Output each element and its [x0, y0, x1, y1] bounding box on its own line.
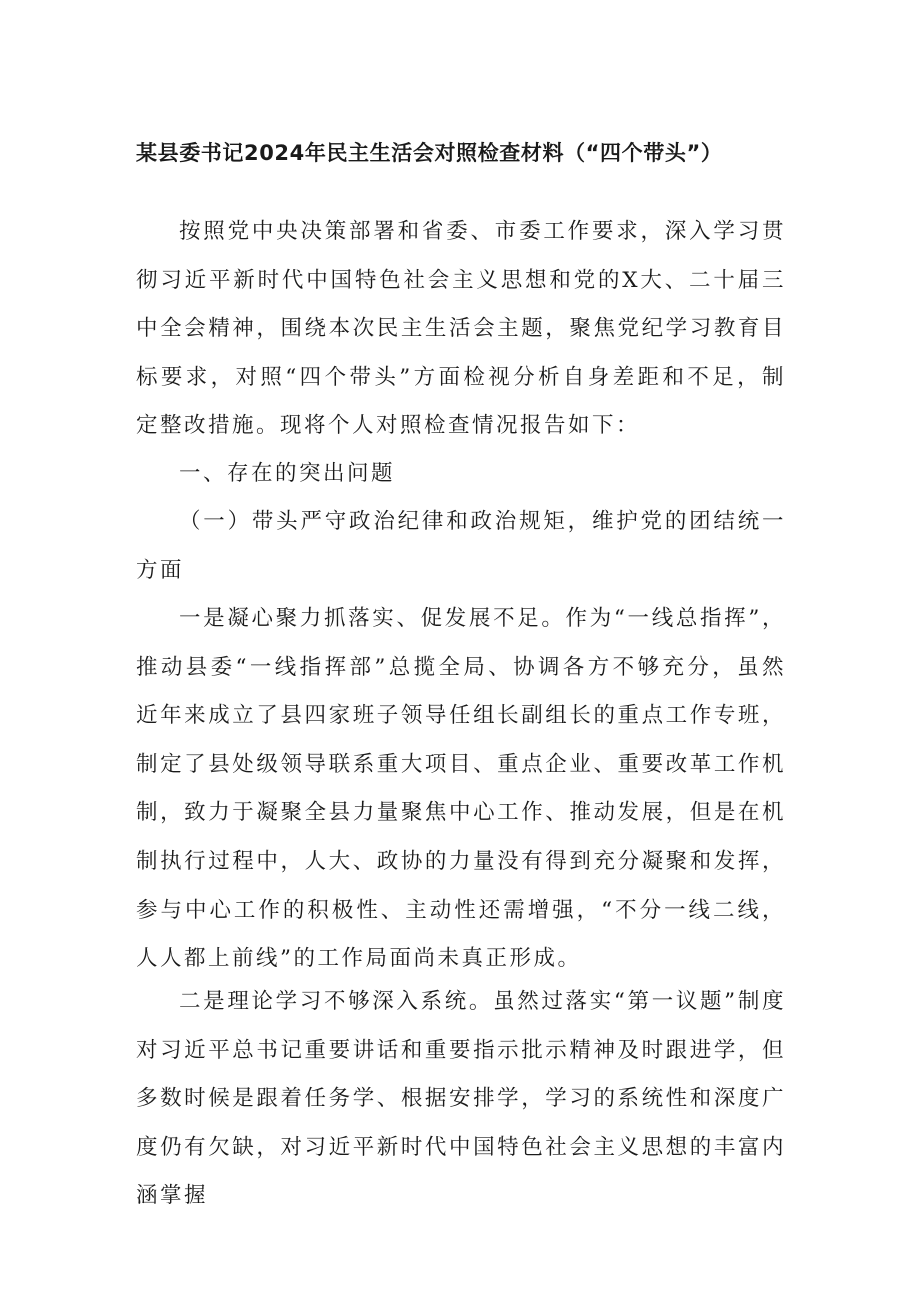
point-paragraph-2: 二是理论学习不够深入系统。虽然过落实“第一议题”制度对习近平总书记重要讲话和重要指示批示精神及时跟进学，但多数时候是跟着任务学、根据安排学，学习的系统性和深度广度仍有欠缺，对习近平新时代中国特色社会主义思想的丰富内涵掌握 [136, 989, 786, 1209]
point-paragraph-1: 一是凝心聚力抓落实、促发展不足。作为“一线总指挥”，推动县委“一线指挥部”总揽全局、协调各方不够充分，虽然近年来成立了县四家班子领导任组长副组长的重点工作专班，制定了县处级领导联系重大项目、重点企业、重要改革工作机制，致力于凝聚全县力量聚焦中心工作、推动发展，但是在机制执行过程中，人大、政协的力量没有得到充分凝聚和发挥，参与中心工作的积极性、主动性还需增强，“不分一线二线，人人都上前线”的工作局面尚未真正形成。 [136, 606, 786, 972]
intro-paragraph: 按照党中央决策部署和省委、市委工作要求，深入学习贯彻习近平新时代中国特色社会主义思想和党的X大、二十届三中全会精神，围绕本次民主生活会主题，聚焦党纪学习教育目标要求，对照“四个带头”方面检视分析自身差距和不足，制定整改措施。现将个人对照检查情况报告如下： [136, 219, 786, 439]
subsection-heading: （一）带头严守政治纪律和政治规矩，维护党的团结统一方面 [136, 509, 786, 583]
document-title: 某县委书记2024年民主生活会对照检查材料（“四个带头”） [136, 141, 723, 165]
section-heading: 一、存在的突出问题 [179, 461, 396, 486]
